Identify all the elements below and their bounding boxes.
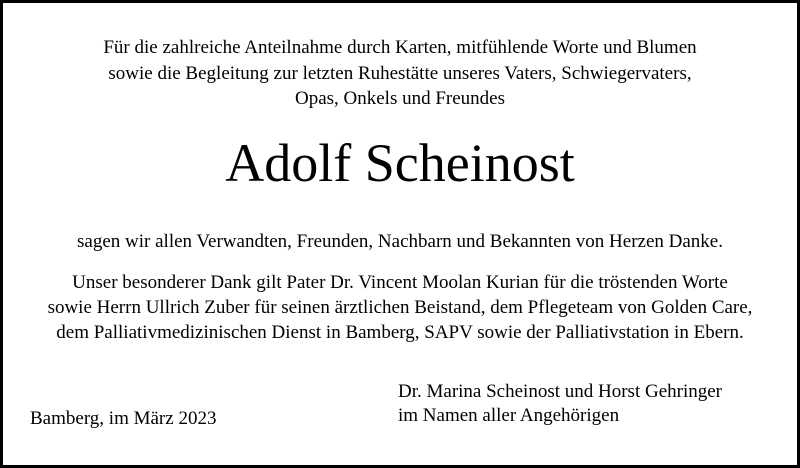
- signature-line-2: im Namen aller Angehörigen: [398, 405, 620, 426]
- intro-line-2: sowie die Begleitung zur letzten Ruhestätte unseres Vaters, Schwiegervaters,: [108, 63, 692, 84]
- special-thanks-line-1: Unser besonderer Dank gilt Pater Dr. Vincent Moolan Kurian für die tröstenden Worte: [72, 272, 728, 293]
- thanks-line: sagen wir allen Verwandten, Freunden, Nachbarn und Bekannten von Herzen Danke.: [77, 231, 723, 252]
- place-date: Bamberg, im März 2023: [30, 408, 217, 429]
- intro-line-3: Opas, Onkels und Freundes: [294, 88, 506, 109]
- deceased-name: Adolf Scheinost: [225, 133, 575, 193]
- special-thanks-line-2: sowie Herrn Ullrich Zuber für seinen ärztlichen Beistand, dem Pflegeteam von Golden Care,: [47, 297, 753, 318]
- special-thanks-line-3: dem Palliativmedizinischen Dienst in Bamberg, SAPV sowie der Palliativstation in Ebern.: [56, 322, 744, 343]
- signature-line-1: Dr. Marina Scheinost und Horst Gehringer: [398, 381, 722, 402]
- intro-line-1: Für die zahlreiche Anteilnahme durch Karten, mitfühlende Worte und Blumen: [103, 37, 697, 58]
